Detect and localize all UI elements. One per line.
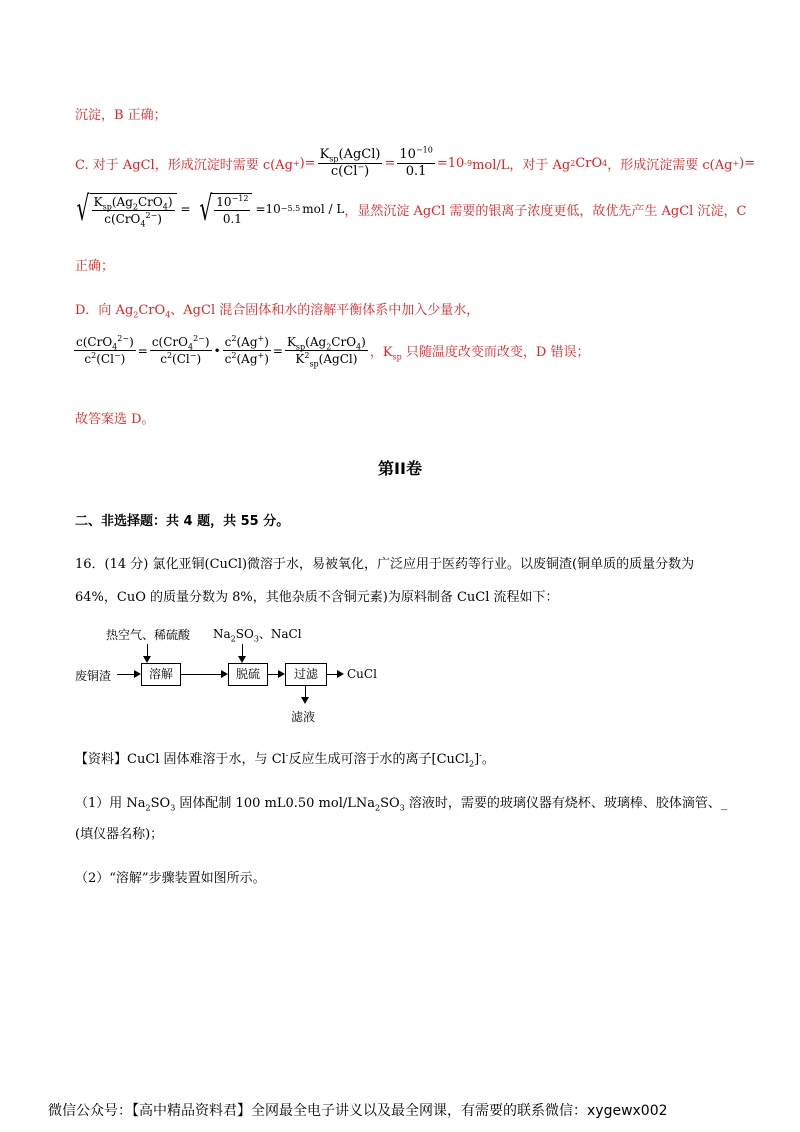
arrow-line [117, 674, 135, 675]
ksp-note: ，$K_{sp}$ 只随温度改变而改变，D 错误； [369, 345, 590, 362]
q2-line: （2）“溶解”步骤装置如图所示。 [75, 871, 266, 886]
flow-product: CuCl [347, 667, 377, 681]
ag-fraction [223, 335, 271, 366]
ag: (Ag [305, 335, 327, 349]
charge: 2− [117, 334, 130, 343]
charge: 2− [193, 334, 205, 343]
sq: 2 [166, 351, 173, 360]
part-c-line-2: √ $\frac{K_{sp}(Ag_2CrO_4)}{c(CrO_4^{2-})}$ = √ $\frac{10^{-12}}{0.1}$ =10 −5.5 mol / L ，显然沉淀 AgCl 需要的银离子浓度更低，故优先产生 AgCl 沉淀，C [72, 192, 746, 226]
sq: 2 [231, 334, 237, 343]
flow-box-dissolve: 溶解 [141, 663, 181, 686]
flow-waste: 滤液 [291, 710, 316, 724]
part-two-heading: 二、非选择题：共 4 题，共 55 分。 [75, 514, 290, 529]
ag: (Ag [236, 335, 258, 349]
part-d-label: D．向 Ag [75, 303, 134, 318]
sp: sp [295, 342, 306, 352]
k: K [286, 335, 296, 349]
sq: 2 [304, 351, 310, 360]
arrow-head [134, 670, 141, 678]
ksp-k: K [319, 147, 330, 162]
close: ) [120, 352, 126, 366]
k: K [93, 194, 103, 209]
ag: (Ag [111, 194, 133, 209]
flow-input-1: 热空气、稀硫酸 [106, 628, 191, 642]
agcl: (AgCl) [318, 352, 358, 366]
sp: sp [309, 359, 319, 369]
footer-text: 微信公众号：【高中精品资料君】全网最全电子讲义以及最全网课，有需要的联系微信：xygewx002 [48, 1103, 668, 1119]
den: 0.1 [405, 164, 427, 179]
ksp-sub: sp [329, 154, 339, 164]
section-title: 第II卷 [378, 459, 422, 478]
part-d-equation [72, 334, 590, 369]
sqrt-value: √ $\frac{10^{-12}}{0.1}$ [195, 192, 253, 226]
base: 10 [216, 194, 232, 209]
arrow-head [143, 656, 151, 663]
flow-box-desulfur: 脱硫 [228, 663, 268, 686]
sq: 2 [91, 351, 97, 360]
ksp-agcl-fraction [318, 148, 383, 179]
value-fraction [397, 145, 434, 179]
s4: 4 [356, 342, 362, 352]
close: ) [264, 352, 269, 366]
arrow-line [180, 674, 222, 675]
unit: mol / L [302, 202, 345, 216]
tail: )= [739, 156, 756, 171]
close: ) [157, 211, 162, 226]
arrow-head [238, 656, 246, 663]
flow-box-filter: 过滤 [285, 663, 327, 686]
dot: • [213, 343, 221, 358]
cro: CrO [331, 335, 357, 349]
s4: 4 [140, 218, 146, 228]
ag: (Ag [236, 352, 258, 366]
minus: − [113, 351, 121, 360]
ratio-fraction-2 [150, 335, 212, 366]
result: =10 [255, 202, 281, 216]
result: =10 [436, 156, 465, 171]
c: c [160, 352, 167, 366]
flow-start: 废铜渣 [75, 669, 112, 683]
den: 0.1 [222, 211, 242, 226]
close: ) [361, 335, 366, 349]
agcl: (AgCl) [338, 147, 381, 162]
charge: 2− [145, 210, 158, 220]
cl: (Cl [172, 352, 190, 366]
c-cl: c(Cl [330, 164, 358, 179]
arrow-head [301, 697, 309, 704]
c: c [84, 352, 92, 366]
s2: 2 [132, 201, 138, 211]
c-cro: c(CrO [76, 335, 113, 349]
comma-form: ，形成沉淀需要 c(Ag [607, 158, 733, 173]
cro: CrO [138, 194, 163, 209]
part-c-line: C. 对于 AgCl，形成沉淀时需要 c(Ag + )= $\frac{K_{sp}(AgCl)}{c(Cl^-)}$ = $\frac{10^{-10}}{0.1}$ =10 -9 mol/L，对于 Ag 2 CrO 4 ，形成沉淀需要 c(Ag + )= [75, 145, 756, 179]
q1-line-1: （1）用 $Na_2SO_3$ 固体配制 100 mL0.50 mol/$LNa_2SO_3$ 溶液时，需要的玻璃仪器有烧杯、玻璃棒、胶体滴管、_ [75, 796, 728, 813]
equals: = [384, 156, 396, 171]
result-unit: mol/L，对于 Ag [472, 158, 571, 173]
c-cro: c(CrO [151, 335, 188, 349]
ratio-fraction [74, 335, 136, 366]
conclusion: ，显然沉淀 AgCl 需要的银离子浓度更低，故优先产生 AgCl 沉淀，C [344, 203, 747, 219]
equals: = [180, 202, 191, 216]
base: 10 [399, 147, 416, 162]
s4: 4 [165, 310, 171, 320]
minus-sup: − [357, 162, 365, 172]
plus: + [257, 334, 265, 343]
part-d-line [75, 299, 479, 318]
s4: 4 [162, 201, 168, 211]
c: c [224, 335, 232, 349]
close: ) [364, 164, 370, 179]
s2: 2 [133, 310, 139, 320]
answer-text: 故答案选 D。 [75, 412, 155, 427]
ksp-fraction [285, 335, 368, 369]
s2: 2 [326, 342, 332, 352]
equals: = [272, 343, 283, 358]
text-line-b-correct: 沉淀，B 正确； [75, 108, 167, 123]
minus: − [189, 351, 197, 360]
close: ) [264, 335, 269, 349]
cro: CrO [575, 156, 603, 171]
sq: 2 [231, 351, 237, 360]
c-cro: c(CrO [104, 211, 141, 226]
s4: 4 [112, 342, 118, 352]
exp: −10 [415, 145, 433, 155]
c: c [224, 352, 232, 366]
plus: + [257, 351, 265, 360]
close: ) [129, 335, 134, 349]
close: ) [167, 194, 173, 209]
s4: 4 [187, 342, 194, 352]
arrow-head [337, 670, 344, 678]
sp: sp [102, 201, 112, 211]
equals: )= [299, 156, 316, 171]
equals: = [137, 343, 148, 358]
rest: 、AgCl 混合固体和水的溶解平衡体系中加入少量水， [170, 303, 480, 318]
q16-line-2: 64%，CuO 的质量分数为 8%，其他杂质不含铜元素)为原料制备 CuCl 流程如下： [75, 590, 559, 605]
info-text: 【资料】CuCl 固体难溶于水，与 Cl-反应生成可溶于水的离子[CuCl$_2$]-。 [75, 750, 495, 769]
part-c-label: C. 对于 AgCl，形成沉淀时需要 c(Ag [75, 158, 293, 173]
k: K [295, 352, 305, 366]
text-correct: 正确； [75, 259, 115, 274]
exp: −12 [231, 193, 249, 203]
arrow-head [278, 670, 285, 678]
close: ) [196, 352, 202, 366]
cl: (Cl [96, 352, 114, 366]
arrow-head [221, 670, 228, 678]
cro: CrO [138, 303, 166, 318]
close: ) [204, 335, 210, 349]
flow-input-2: $Na_2SO_3$、NaCl [213, 627, 302, 644]
q1-line-2: (填仪器名称)； [75, 827, 164, 842]
q16-line-1: 16．(14 分) 氯化亚铜(CuCl)微溶于水，易被氧化，广泛应用于医药等行业。以废铜渣(铜单质的质量分数为 [75, 557, 695, 572]
sqrt-ksp-ag2cro4: √ $\frac{K_{sp}(Ag_2CrO_4)}{c(CrO_4^{2-})}$ [72, 192, 177, 226]
